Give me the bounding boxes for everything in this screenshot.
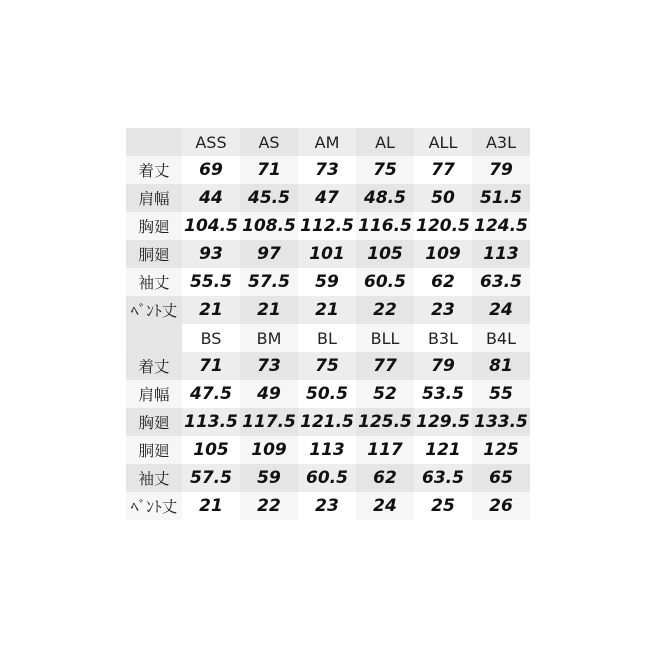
measurement-value: 73 [240,352,298,380]
size-header-cell: A3L [472,128,530,156]
size-header-cell: ASS [182,128,240,156]
measurement-value: 44 [182,184,240,212]
size-header-cell: BL [298,324,356,352]
measurement-value: 22 [356,296,414,324]
size-header-cell: BM [240,324,298,352]
measurement-label: ﾍﾞﾝﾄ丈 [126,296,182,324]
measurement-value: 125 [472,436,530,464]
measurement-value: 81 [472,352,530,380]
measurement-value: 62 [356,464,414,492]
measurement-value: 24 [356,492,414,520]
measurement-value: 59 [240,464,298,492]
measurement-value: 77 [414,156,472,184]
header-corner-cell [126,324,182,352]
measurement-row [126,436,530,464]
measurement-value: 71 [240,156,298,184]
measurement-label: 着丈 [126,156,182,184]
measurement-value: 117.5 [240,408,298,436]
measurement-value: 57.5 [182,464,240,492]
measurement-value: 65 [472,464,530,492]
measurement-value: 108.5 [240,212,298,240]
measurement-row [126,492,530,520]
measurement-value: 97 [240,240,298,268]
measurement-value: 79 [472,156,530,184]
measurement-value: 125.5 [356,408,414,436]
measurement-value: 21 [298,296,356,324]
size-header-cell: B4L [472,324,530,352]
measurement-value: 45.5 [240,184,298,212]
measurement-value: 121 [414,436,472,464]
measurement-value: 51.5 [472,184,530,212]
measurement-row [126,184,530,212]
measurement-value: 47.5 [182,380,240,408]
measurement-value: 120.5 [414,212,472,240]
measurement-label: 胸廻 [126,212,182,240]
size-header-row [126,128,530,156]
measurement-value: 53.5 [414,380,472,408]
measurement-label: ﾍﾞﾝﾄ丈 [126,492,182,520]
measurement-value: 48.5 [356,184,414,212]
size-header-cell: BLL [356,324,414,352]
measurement-row [126,464,530,492]
measurement-label: 肩幅 [126,184,182,212]
size-chart-table [126,128,530,520]
measurement-value: 21 [240,296,298,324]
size-header-cell: BS [182,324,240,352]
measurement-value: 55.5 [182,268,240,296]
measurement-value: 105 [356,240,414,268]
measurement-value: 50 [414,184,472,212]
measurement-value: 60.5 [356,268,414,296]
size-header-cell: B3L [414,324,472,352]
measurement-value: 52 [356,380,414,408]
size-header-cell: AL [356,128,414,156]
measurement-row [126,156,530,184]
measurement-value: 101 [298,240,356,268]
measurement-value: 69 [182,156,240,184]
size-header-row [126,324,530,352]
measurement-value: 109 [240,436,298,464]
measurement-value: 93 [182,240,240,268]
measurement-value: 124.5 [472,212,530,240]
measurement-row [126,212,530,240]
measurement-value: 26 [472,492,530,520]
measurement-row [126,268,530,296]
measurement-label: 胸廻 [126,408,182,436]
measurement-value: 112.5 [298,212,356,240]
measurement-value: 49 [240,380,298,408]
measurement-value: 113 [298,436,356,464]
measurement-value: 133.5 [472,408,530,436]
measurement-value: 105 [182,436,240,464]
measurement-value: 23 [414,296,472,324]
measurement-value: 50.5 [298,380,356,408]
measurement-value: 24 [472,296,530,324]
measurement-label: 袖丈 [126,464,182,492]
measurement-value: 75 [356,156,414,184]
measurement-value: 109 [414,240,472,268]
measurement-value: 62 [414,268,472,296]
measurement-value: 55 [472,380,530,408]
measurement-value: 117 [356,436,414,464]
measurement-row [126,352,530,380]
measurement-value: 116.5 [356,212,414,240]
measurement-value: 104.5 [182,212,240,240]
measurement-value: 25 [414,492,472,520]
measurement-label: 胴廻 [126,240,182,268]
measurement-value: 113.5 [182,408,240,436]
measurement-row [126,380,530,408]
measurement-value: 113 [472,240,530,268]
size-header-cell: AS [240,128,298,156]
measurement-value: 47 [298,184,356,212]
measurement-value: 129.5 [414,408,472,436]
measurement-value: 75 [298,352,356,380]
measurement-row [126,408,530,436]
header-corner-cell [126,128,182,156]
measurement-value: 22 [240,492,298,520]
measurement-value: 21 [182,296,240,324]
measurement-value: 71 [182,352,240,380]
measurement-value: 73 [298,156,356,184]
measurement-label: 着丈 [126,352,182,380]
measurement-row [126,296,530,324]
measurement-row [126,240,530,268]
size-header-cell: ALL [414,128,472,156]
measurement-value: 23 [298,492,356,520]
size-header-cell: AM [298,128,356,156]
measurement-value: 21 [182,492,240,520]
measurement-value: 121.5 [298,408,356,436]
measurement-value: 60.5 [298,464,356,492]
measurement-label: 胴廻 [126,436,182,464]
measurement-value: 59 [298,268,356,296]
measurement-value: 79 [414,352,472,380]
measurement-label: 肩幅 [126,380,182,408]
measurement-label: 袖丈 [126,268,182,296]
measurement-value: 63.5 [472,268,530,296]
measurement-value: 77 [356,352,414,380]
measurement-value: 57.5 [240,268,298,296]
measurement-value: 63.5 [414,464,472,492]
